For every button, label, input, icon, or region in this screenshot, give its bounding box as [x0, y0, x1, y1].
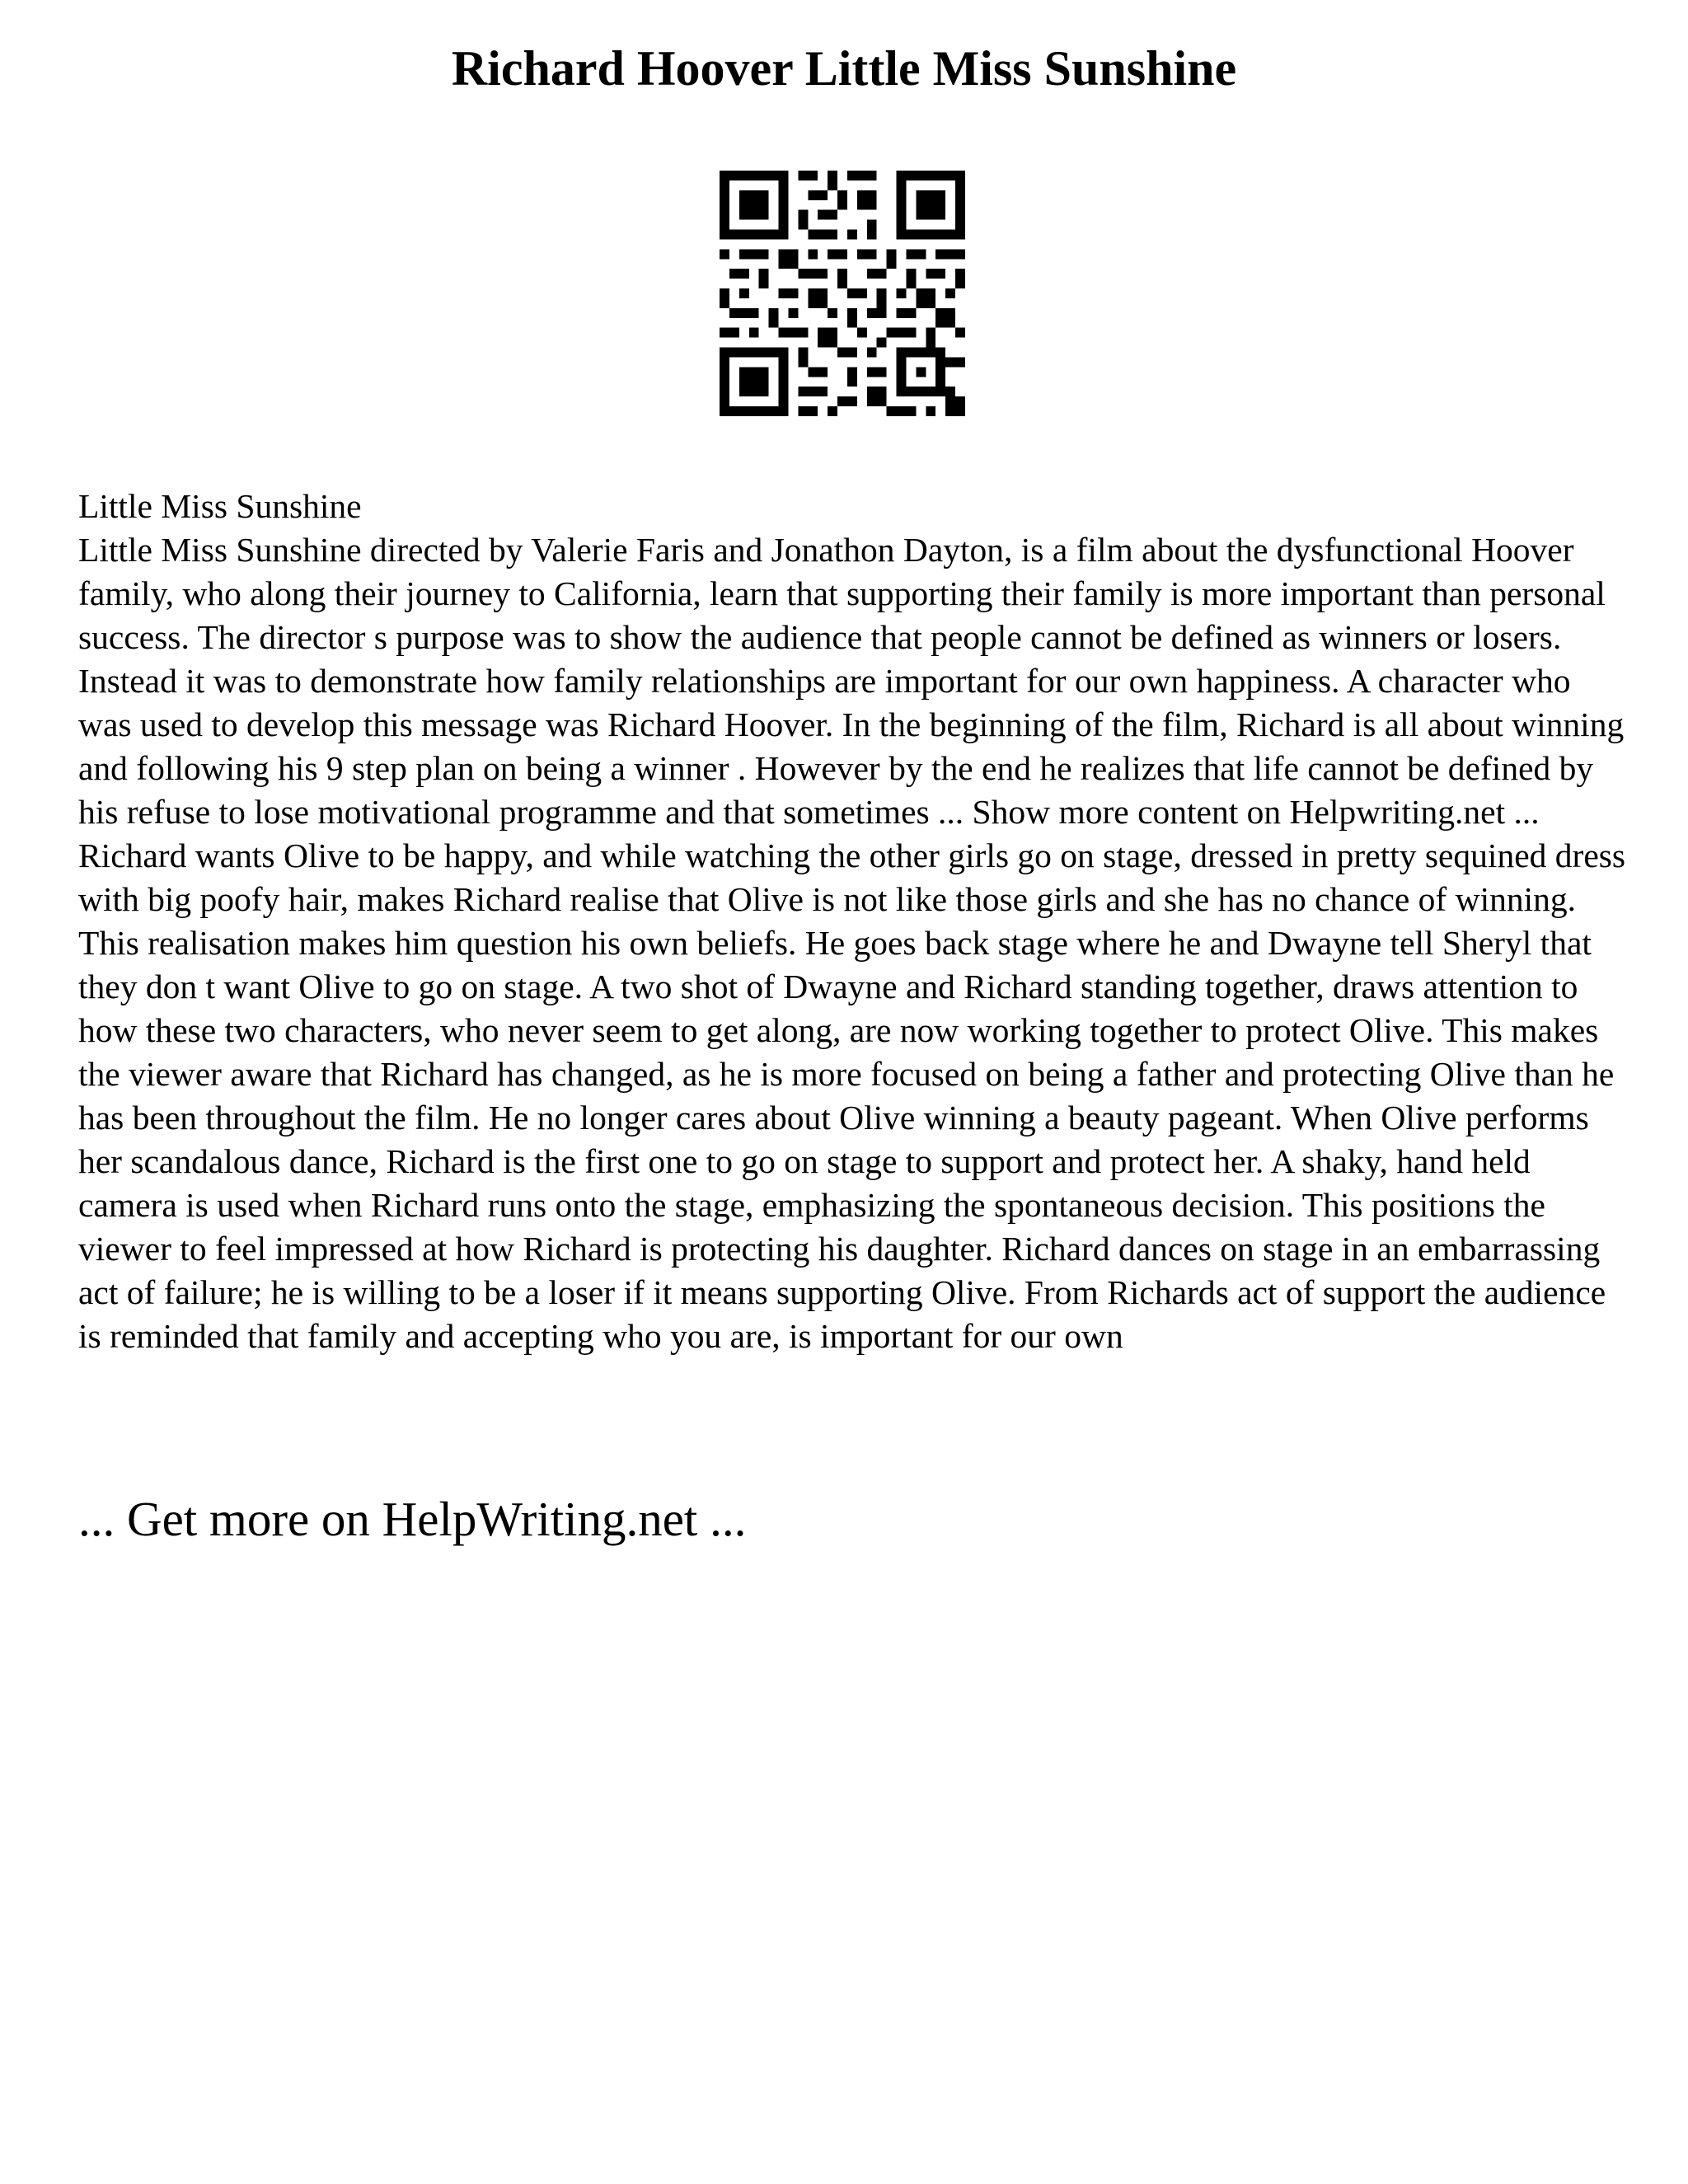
document-title: Richard Hoover Little Miss Sunshine: [451, 41, 1237, 96]
body-paragraph-2: Richard wants Olive to be happy, and while watching the other girls go on stage, dressed in pretty sequined dress with big poofy hair, makes Richard realise that Olive is not like those girls and she has no chance of winning. This realisation makes him question his own beliefs. He goes back stage where he and Dwayne tell Sheryl that they don t want Olive to go on stage. A two shot of Dwayne and Richard standing together, draws attention to how these two characters, who never seem to get along, are now working together to protect Olive. This makes the viewer aware that Richard has changed, as he is more focused on being a father and protecting Olive than he has been throughout the film. He no longer cares about Olive winning a beauty pageant. When Olive performs her scandalous dance, Richard is the first one to go on stage to support and protect her. A shaky, hand held camera is used when Richard runs onto the stage, emphasizing the spontaneous decision. This positions the viewer to feel impressed at how Richard is protecting his daughter. Richard dances on stage in an embarrassing act of failure; he is willing to be a loser if it means supporting Olive. From Richards act of support the audience is reminded that family and accepting who you are, is important for our own: [78, 837, 1626, 1355]
get-more-link[interactable]: ... Get more on HelpWriting.net ...: [78, 1492, 747, 1546]
qr-code-icon[interactable]: [720, 171, 965, 416]
section-heading: Little Miss Sunshine: [78, 487, 362, 525]
body-paragraph-1: Little Miss Sunshine directed by Valerie Faris and Jonathon Dayton, is a film about the dysfunctional Hoover family, who along their journey to California, learn that supporting their family is more important than personal success. The director s purpose was to show the audience that people cannot be defined as winners or losers. Instead it was to demonstrate how family relationships are important for our own happiness. A character who was used to develop this message was Richard Hoover. In the beginning of the film, Richard is all about winning and following his 9 step plan on being a winner . However by the end he realizes that life cannot be defined by his refuse to lose motivational programme and that sometimes ... Show more content on Helpwriting.net ...: [78, 531, 1625, 831]
document-body: [78, 485, 1628, 1358]
